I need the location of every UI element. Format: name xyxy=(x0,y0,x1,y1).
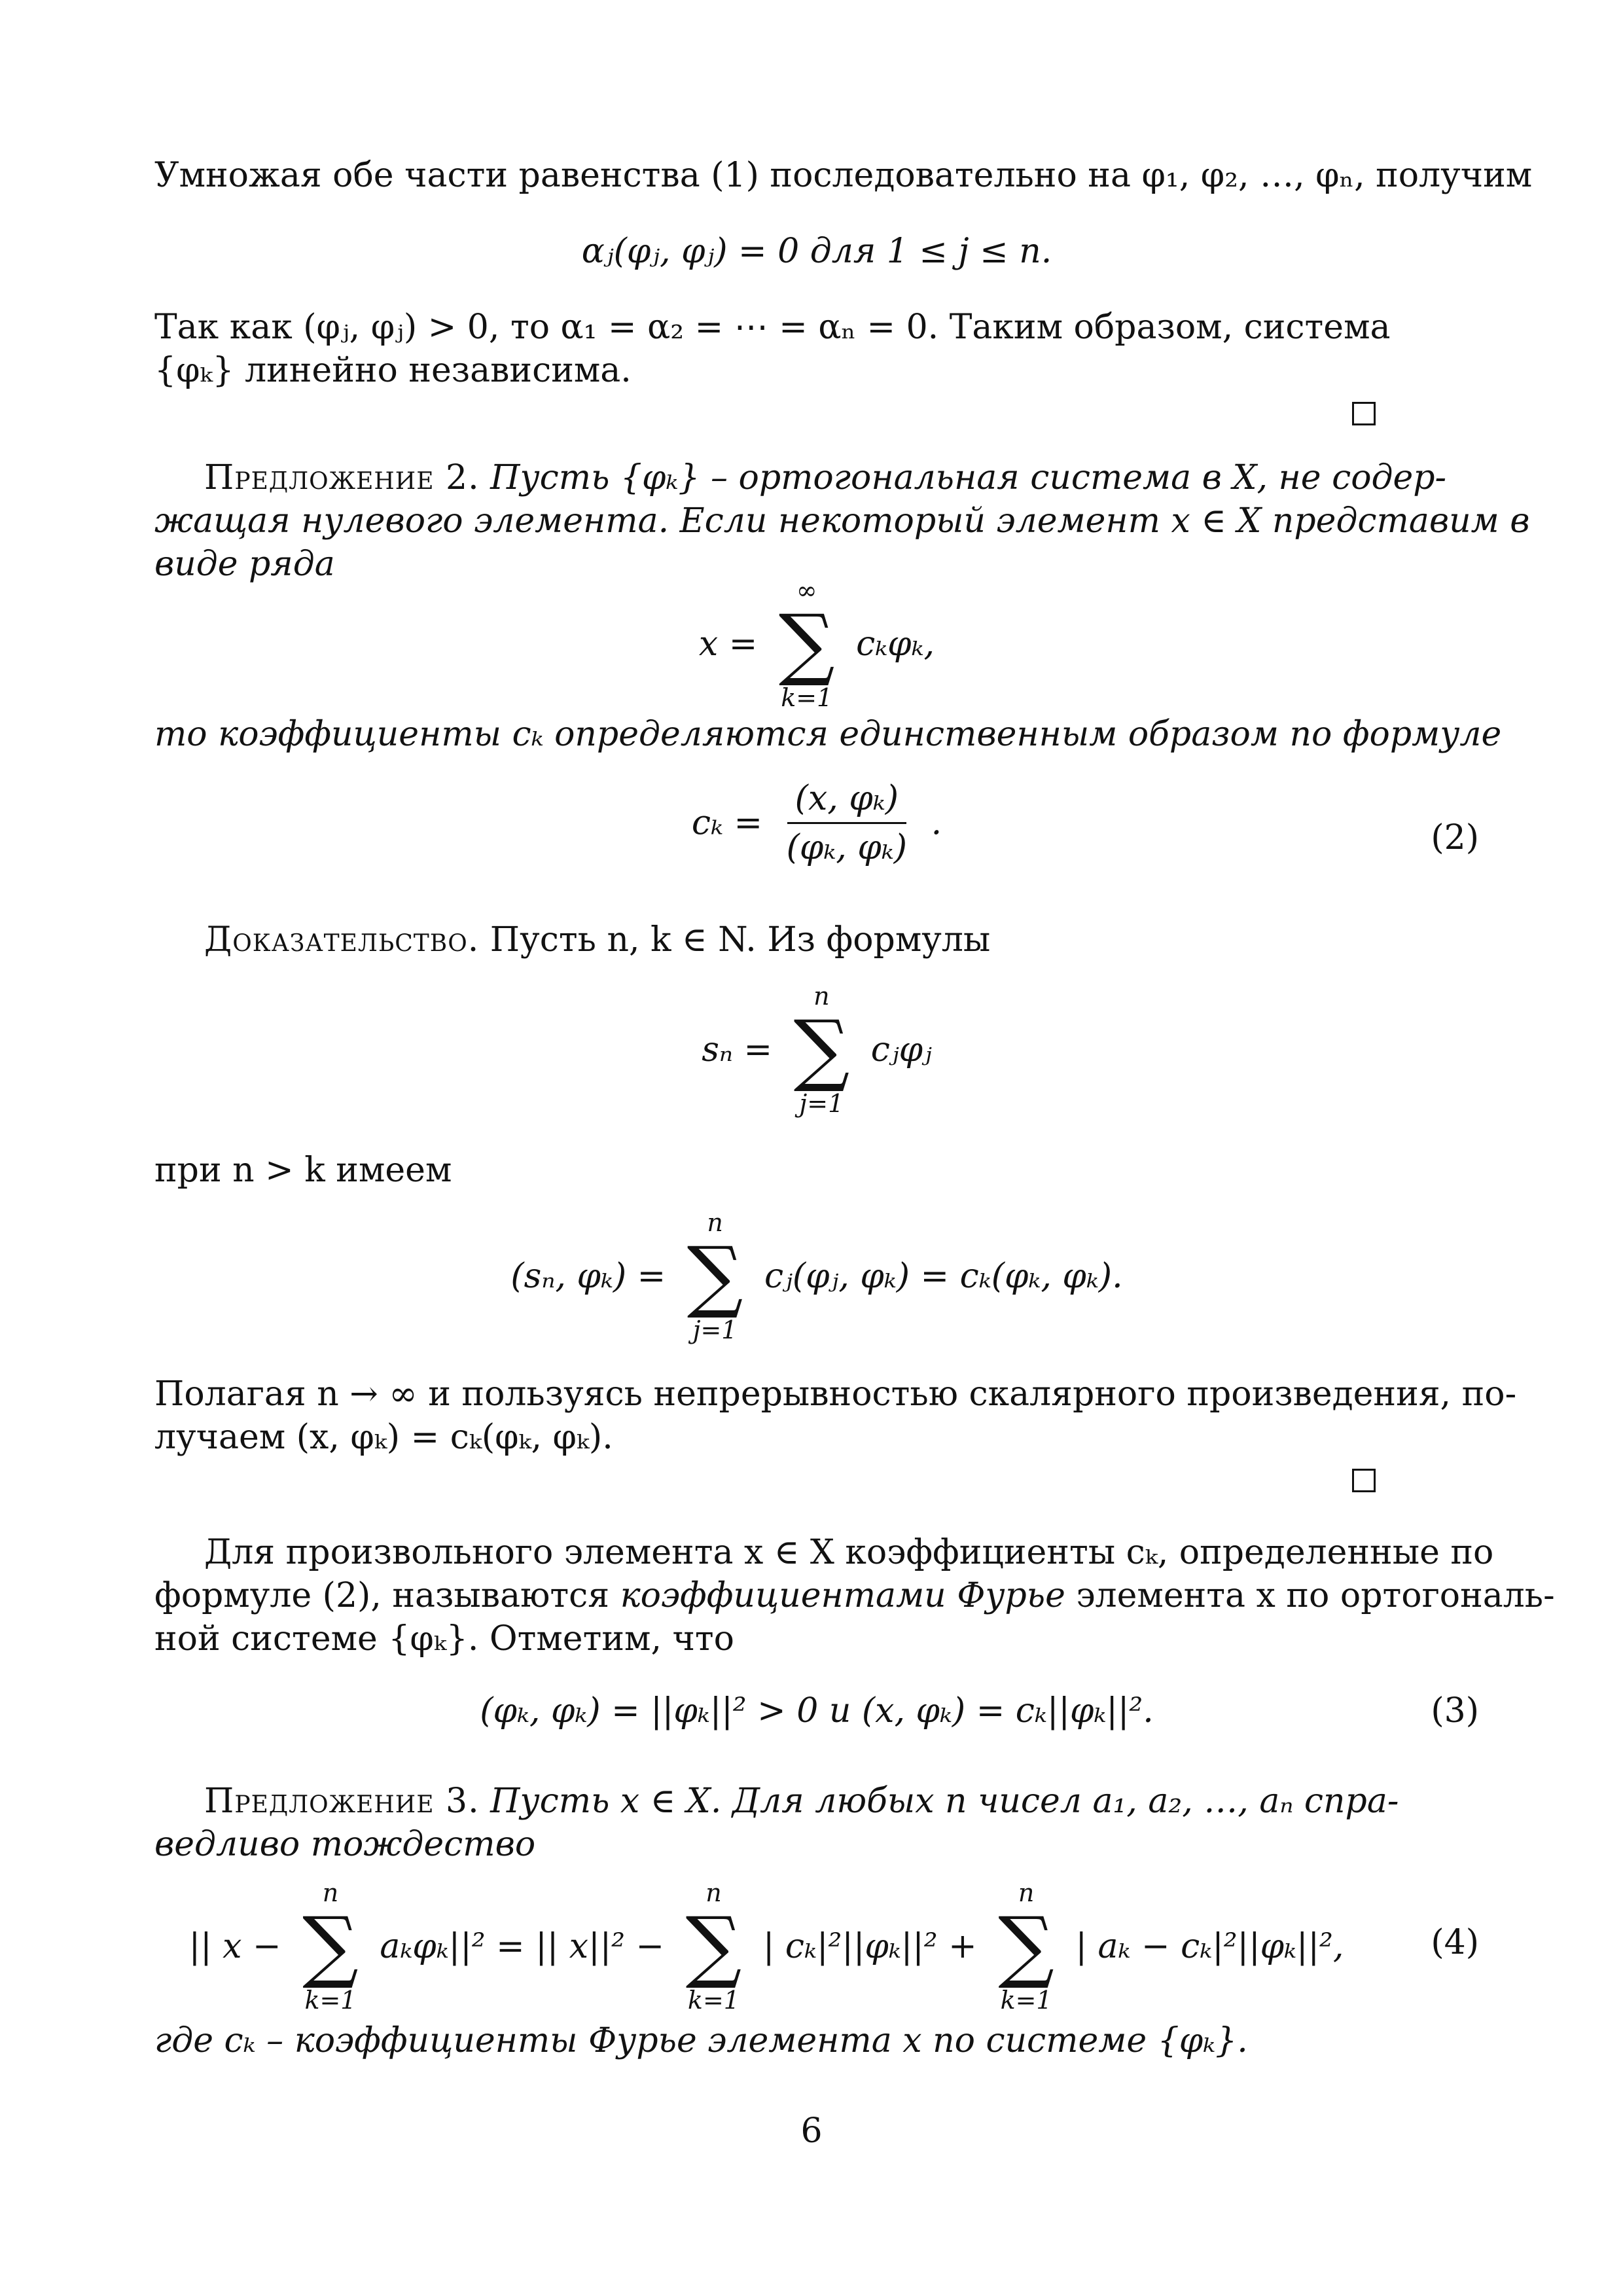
qed-square-icon xyxy=(1352,1469,1376,1492)
sum-upper-limit: n xyxy=(707,1208,723,1237)
definition-line xyxy=(154,1575,1555,1617)
text-segment: элемента x по ортогональ- xyxy=(1076,1576,1555,1615)
formula-end: . xyxy=(931,803,942,843)
sum-sigma: ∑ xyxy=(778,598,835,689)
sum-lower-limit: j=1 xyxy=(692,1316,738,1344)
sum-sigma: ∑ xyxy=(998,1901,1054,1992)
sum-sigma: ∑ xyxy=(685,1901,742,1992)
series-formula xyxy=(154,576,1479,712)
equation-number: (3) xyxy=(1431,1691,1479,1731)
fraction xyxy=(779,779,915,867)
sum-lower-limit: k=1 xyxy=(781,683,833,712)
summation xyxy=(302,1878,359,2015)
formula-lhs: x = xyxy=(698,624,758,664)
sum-lower-limit: k=1 xyxy=(304,1986,357,2015)
text-line: Так как (φⱼ, φⱼ) > 0, то α₁ = α₂ = ⋯ = αₙ = 0. Таким образом, система xyxy=(154,308,1391,347)
proposition-label: Предложение 3. xyxy=(204,1782,480,1821)
proposition-text: виде ряда xyxy=(154,545,335,584)
formula-lhs: cₖ = xyxy=(691,803,763,843)
proposition-2-line xyxy=(154,457,1479,499)
coefficient-formula xyxy=(154,779,1479,884)
partial-sum-formula xyxy=(154,982,1479,1118)
proposition-3-line xyxy=(154,1780,1479,1822)
summation xyxy=(686,1878,742,2015)
equation: αⱼ(φⱼ, φⱼ) = 0 для 1 ≤ j ≤ n. xyxy=(581,232,1052,271)
formula-part: | aₖ − cₖ|²||φₖ||², xyxy=(1075,1927,1344,1966)
proposition-text: ведливо тождество xyxy=(154,1825,536,1864)
proposition-text: где cₖ – коэффициенты Фурье элемента x по системе {φₖ}. xyxy=(154,2021,1248,2060)
text-line: {φₖ} линейно независима. xyxy=(154,351,632,390)
fraction-denominator: (φₖ, φₖ) xyxy=(786,828,908,867)
proposition-text: жащая нулевого элемента. Если некоторый элемент x ∈ X представим в xyxy=(154,501,1530,541)
sum-upper-limit: n xyxy=(705,1878,722,1907)
formula-lhs: sₙ = xyxy=(702,1030,773,1069)
sum-sigma: ∑ xyxy=(793,1004,850,1095)
sum-sigma: ∑ xyxy=(302,1901,359,1992)
formula-lhs: (sₙ, φₖ) = xyxy=(510,1257,666,1296)
text-line: Умножая обе части равенства (1) последовательно на φ₁, φ₂, …, φₙ, получим xyxy=(154,156,1533,195)
text-segment: формуле (2), называются xyxy=(154,1576,610,1615)
page-number: 6 xyxy=(800,2111,823,2151)
sum-lower-limit: j=1 xyxy=(799,1089,844,1118)
proposition-text: Пусть {φₖ} – ортогональная система в X, не содер- xyxy=(490,458,1447,497)
equation-number: (2) xyxy=(1431,818,1479,857)
fraction-numerator: (x, φₖ) xyxy=(787,779,906,824)
equation-number: (4) xyxy=(1431,1923,1479,1962)
sum-upper-limit: n xyxy=(322,1878,339,1907)
summation xyxy=(779,576,835,712)
formula-term: cⱼφⱼ xyxy=(870,1030,932,1069)
formula-term: cⱼ(φⱼ, φₖ) = cₖ(φₖ, φₖ). xyxy=(764,1257,1123,1296)
proof-line xyxy=(154,919,1479,961)
text-line: ной системе {φₖ}. Отметим, что xyxy=(154,1619,734,1659)
proof-text: Пусть n, k ∈ N. Из формулы xyxy=(490,920,991,960)
formula-term: cₖφₖ, xyxy=(856,624,935,664)
formula-part: || x − xyxy=(188,1927,281,1966)
inner-product-formula xyxy=(154,1208,1479,1344)
summation xyxy=(998,1878,1054,2015)
summation xyxy=(794,982,850,1118)
defined-term: коэффициентами Фурье xyxy=(620,1576,1065,1615)
proof-text: Полагая n → ∞ и пользуясь непрерывностью скалярного произведения, по- xyxy=(154,1374,1517,1414)
sum-lower-limit: k=1 xyxy=(687,1986,740,2015)
proposition-text: то коэффициенты cₖ определяются единственным образом по формуле xyxy=(154,715,1502,754)
summation xyxy=(687,1208,743,1344)
proposition-label: Предложение 2. xyxy=(204,458,480,497)
qed-square-icon xyxy=(1352,402,1376,425)
sum-upper-limit: n xyxy=(813,982,830,1011)
proposition-text: Пусть x ∈ X. Для любых n чисел a₁, a₂, …, aₙ спра- xyxy=(490,1782,1399,1821)
proof-text: при n > k имеем xyxy=(154,1151,452,1190)
norm-equation: (φₖ, φₖ) = ||φₖ||² > 0 и (x, φₖ) = cₖ||φₖ||². xyxy=(480,1691,1154,1731)
formula-part: aₖφₖ||² = || x||² − xyxy=(380,1927,665,1966)
proof-label: Доказательство. xyxy=(204,920,480,960)
identity-formula xyxy=(154,1878,1378,2015)
sum-upper-limit: ∞ xyxy=(796,576,817,605)
sum-lower-limit: k=1 xyxy=(1000,1986,1052,2015)
formula-part: | cₖ|²||φₖ||² + xyxy=(762,1927,977,1966)
text-line: Для произвольного элемента x ∈ X коэффициенты cₖ, определенные по xyxy=(204,1533,1494,1572)
sum-sigma: ∑ xyxy=(687,1230,743,1321)
proof-text: лучаем (x, φₖ) = cₖ(φₖ, φₖ). xyxy=(154,1418,613,1457)
sum-upper-limit: n xyxy=(1018,1878,1035,1907)
